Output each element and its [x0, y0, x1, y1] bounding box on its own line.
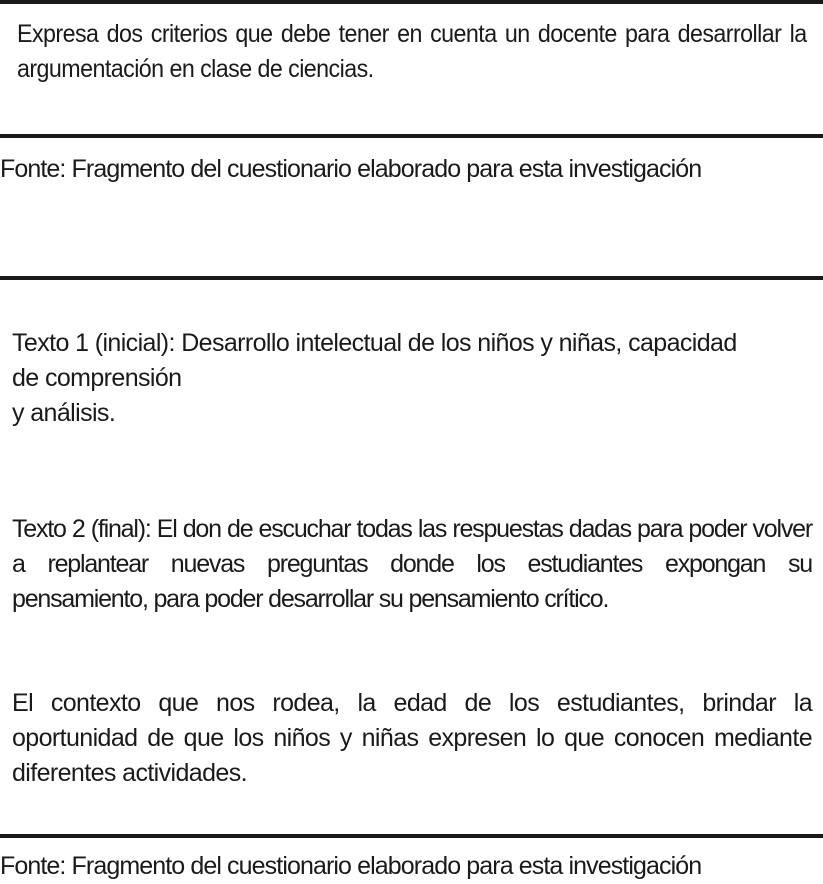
answers-top-rule	[0, 276, 823, 280]
answer-texto-1-line-1: Texto 1 (inicial): Desarrollo intelectual de los niños y niñas, capacidad	[12, 329, 737, 357]
answer-texto-1	[12, 326, 812, 431]
answer-texto-3: El contexto que nos rodea, la edad de los estudiantes, brindar la oportunidad de que los niños y niñas expresen lo que conocen mediante diferentes actividades.	[12, 689, 812, 787]
question-bottom-rule	[0, 134, 823, 138]
top-rule	[0, 0, 823, 4]
source-caption-first: Fonte: Fragmento del cuestionario elaborado para esta investigación	[0, 155, 702, 183]
answer-texto-1-line-2: de comprensión	[12, 364, 182, 392]
answers-bottom-rule	[0, 834, 823, 838]
source-caption-second: Fonte: Fragmento del cuestionario elaborado para esta investigación	[0, 852, 702, 880]
answer-texto-1-line-3: y análisis.	[12, 399, 116, 427]
question-prompt: Expresa dos criterios que debe tener en cuenta un docente para desarrollar la argumentación en clase de ciencias.	[17, 20, 807, 83]
answer-texto-2: Texto 2 (final): El don de escuchar todas las respuestas dadas para poder volver a replantear nuevas preguntas donde los estudiantes expongan su pensamiento, para poder desarrollar su pensamiento crítico.	[12, 515, 812, 613]
